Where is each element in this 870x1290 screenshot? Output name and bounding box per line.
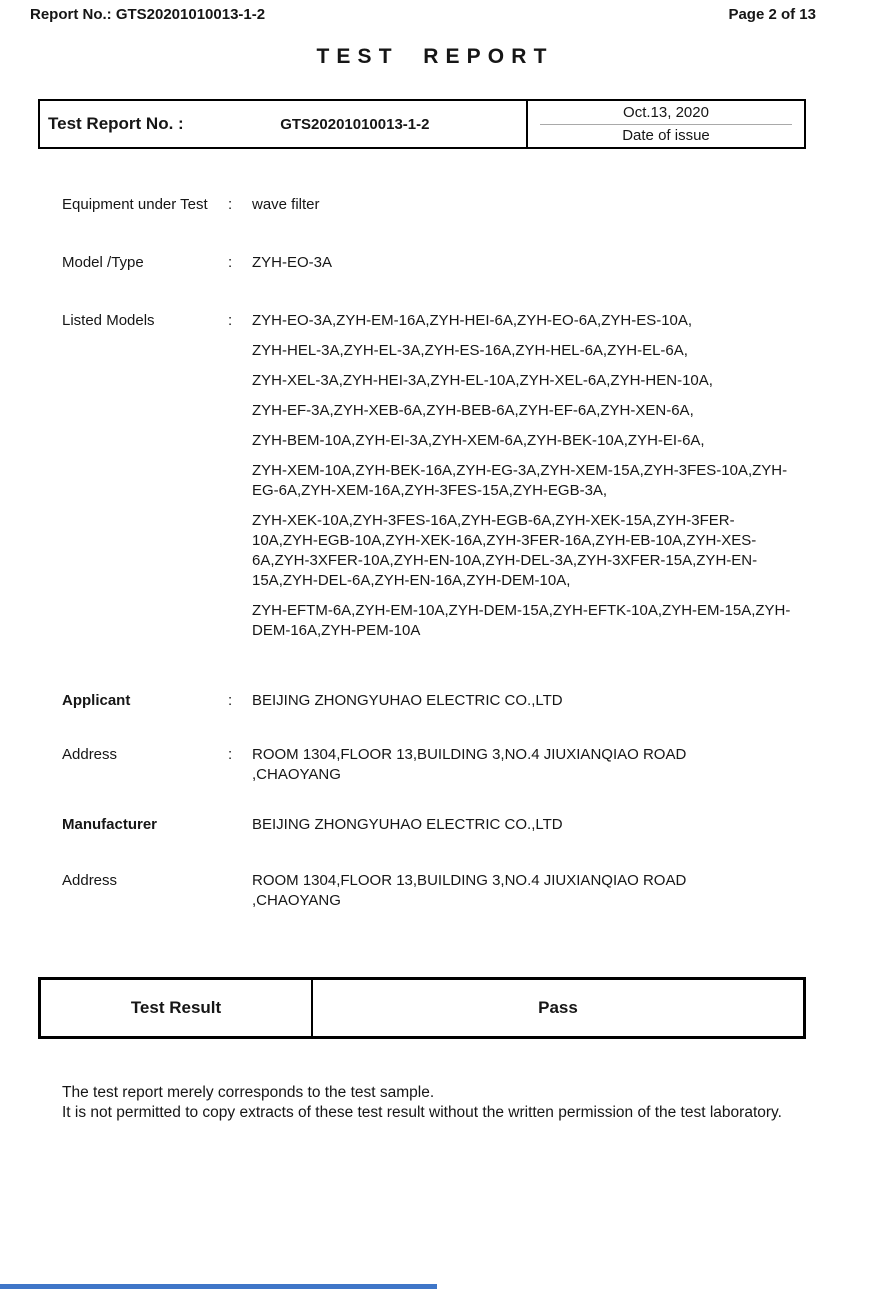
field-row-manufacturer-address — [0, 871, 870, 911]
page-header — [0, 0, 870, 23]
field-colon: : — [228, 196, 233, 213]
test-result-value: Pass — [538, 998, 578, 1017]
test-report-no-label: Test Report No. : — [48, 114, 184, 133]
footer-note — [62, 1083, 812, 1123]
field-label-manufacturer: Manufacturer — [62, 816, 158, 833]
listed-models-paragraph: ZYH-EF-3A,ZYH-XEB-6A,ZYH-BEB-6A,ZYH-EF-6A,ZYH-XEN-6A, — [252, 402, 694, 419]
document-title: TEST REPORT — [316, 45, 554, 68]
field-label-applicant: Applicant — [62, 692, 131, 709]
field-label-listed-models: Listed Models — [62, 312, 155, 329]
field-value-applicant-address: ROOM 1304,FLOOR 13,BUILDING 3,NO.4 JIUXIANQIAO ROAD ,CHAOYANG — [252, 746, 687, 783]
field-label-address: Address — [62, 872, 118, 889]
field-value-applicant: BEIJING ZHONGYUHAO ELECTRIC CO.,LTD — [252, 692, 563, 709]
header-page-number: Page 2 of 13 — [728, 6, 816, 23]
field-value-model: ZYH-EO-3A — [252, 254, 333, 271]
field-colon — [228, 815, 252, 835]
test-report-no-value: GTS20201010013-1-2 — [280, 115, 430, 133]
bottom-accent-bar — [0, 1284, 437, 1289]
field-value-equipment: wave filter — [252, 196, 320, 213]
field-row-equipment — [0, 195, 870, 215]
field-colon: : — [228, 312, 233, 329]
report-info-left-cell — [40, 101, 528, 147]
listed-models-paragraph: ZYH-XEK-10A,ZYH-3FES-16A,ZYH-EGB-6A,ZYH-XEK-15A,ZYH-3FER-10A,ZYH-EGB-10A,ZYH-XEK-16A,ZYH-3FER-16A,ZYH-EB-10A,ZYH-XES-6A,ZYH-3XFER-10A,ZYH-EN-10A,ZYH-DEL-3A,ZYH-3XFER-15A,ZYH-EN-15A,ZYH-DEL-6A,ZYH-EN-16A,ZYH-DEM-10A, — [252, 512, 758, 589]
field-row-model — [0, 253, 870, 273]
field-value-manufacturer-address: ROOM 1304,FLOOR 13,BUILDING 3,NO.4 JIUXIANQIAO ROAD ,CHAOYANG — [252, 872, 687, 909]
info-section — [0, 195, 870, 911]
field-colon: : — [228, 746, 233, 763]
listed-models-paragraph: ZYH-BEM-10A,ZYH-EI-3A,ZYH-XEM-6A,ZYH-BEK-10A,ZYH-EI-6A, — [252, 432, 705, 449]
field-label-equipment: Equipment under Test — [62, 196, 208, 213]
header-report-no: Report No.: GTS20201010013-1-2 — [30, 6, 266, 23]
field-row-applicant — [0, 691, 870, 711]
issue-date-label: Date of issue — [622, 127, 710, 145]
test-result-table — [38, 977, 806, 1039]
listed-models-paragraph: ZYH-XEM-10A,ZYH-BEK-16A,ZYH-EG-3A,ZYH-XEM-15A,ZYH-3FES-10A,ZYH-EG-6A,ZYH-XEM-16A,ZYH-3FES-15A,ZYH-EGB-3A, — [252, 462, 788, 499]
field-row-listed-models — [0, 311, 870, 641]
field-label-model: Model /Type — [62, 254, 144, 271]
footer-line-2: It is not permitted to copy extracts of these test result without the written permission of the test laboratory. — [62, 1104, 782, 1121]
field-colon: : — [228, 254, 233, 271]
field-colon: : — [228, 692, 233, 709]
listed-models-paragraph: ZYH-XEL-3A,ZYH-HEI-3A,ZYH-EL-10A,ZYH-XEL-6A,ZYH-HEN-10A, — [252, 372, 713, 389]
test-result-label: Test Result — [41, 980, 313, 1036]
issue-date-value: Oct.13, 2020 — [540, 101, 792, 125]
field-label-address: Address — [62, 746, 118, 763]
field-value-manufacturer: BEIJING ZHONGYUHAO ELECTRIC CO.,LTD — [252, 816, 563, 833]
field-value-listed-models — [252, 311, 800, 641]
report-info-right-cell — [528, 101, 804, 147]
field-row-manufacturer — [0, 815, 870, 835]
report-info-table — [38, 99, 806, 149]
field-row-applicant-address — [0, 745, 870, 785]
listed-models-paragraph: ZYH-EO-3A,ZYH-EM-16A,ZYH-HEI-6A,ZYH-EO-6A,ZYH-ES-10A, — [252, 312, 693, 329]
field-colon — [228, 871, 252, 911]
listed-models-paragraph: ZYH-EFTM-6A,ZYH-EM-10A,ZYH-DEM-15A,ZYH-EFTK-10A,ZYH-EM-15A,ZYH-DEM-16A,ZYH-PEM-10A — [252, 602, 791, 639]
footer-line-1: The test report merely corresponds to the test sample. — [62, 1084, 435, 1101]
listed-models-paragraph: ZYH-HEL-3A,ZYH-EL-3A,ZYH-ES-16A,ZYH-HEL-6A,ZYH-EL-6A, — [252, 342, 688, 359]
